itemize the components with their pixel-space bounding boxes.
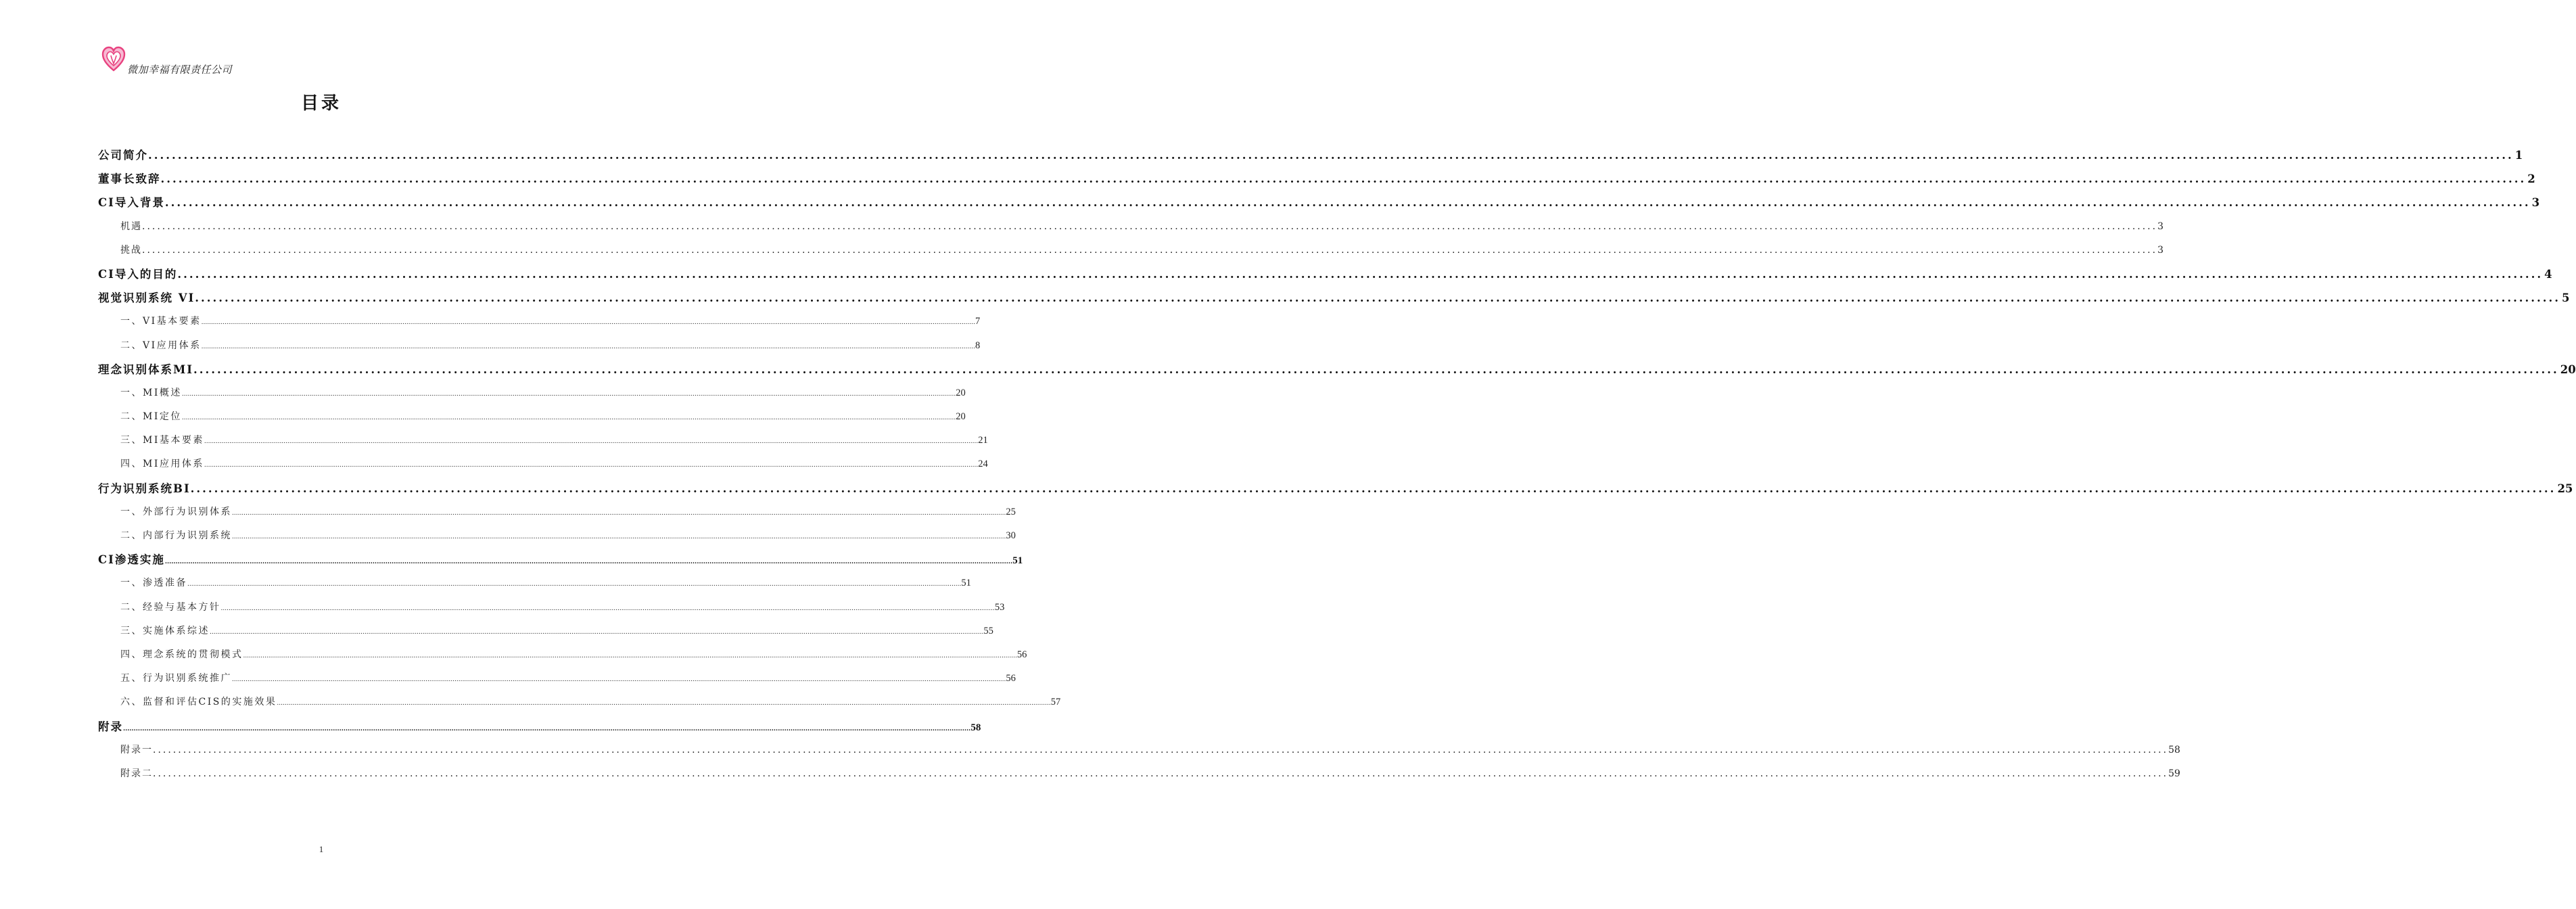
toc-entry-page: 56 bbox=[1006, 673, 1016, 684]
toc-entry-page: 51 bbox=[1012, 555, 1023, 567]
toc-entry[interactable] bbox=[98, 500, 1016, 524]
toc-dot-leader: ................................................................................................................................................................................................................................................................................................................................................................................................................ bbox=[181, 415, 956, 422]
toc-entry[interactable] bbox=[98, 215, 2163, 239]
toc-entry-page: 51 bbox=[961, 578, 971, 589]
toc-entry-label: 附录一 bbox=[120, 744, 153, 755]
toc-entry-label: 行为识别系统BI bbox=[98, 482, 191, 495]
toc-entry-page: 24 bbox=[978, 459, 988, 470]
toc-entry-page: 8 bbox=[975, 340, 981, 351]
company-name: 微加幸福有限责任公司 bbox=[127, 64, 233, 76]
toc-entry-page: 4 bbox=[2544, 267, 2552, 281]
toc-entry-page: 20 bbox=[2560, 363, 2576, 376]
toc-entry-label: CI渗透实施 bbox=[98, 553, 165, 567]
toc-entry-label: 一、VI基本要素 bbox=[120, 316, 202, 327]
toc-entry[interactable] bbox=[98, 739, 2180, 762]
toc-entry-label: 挑战 bbox=[120, 244, 142, 256]
toc-entry-page: 20 bbox=[956, 411, 966, 423]
toc-entry-page: 1 bbox=[2514, 149, 2523, 162]
toc-entry[interactable] bbox=[98, 620, 993, 643]
toc-entry[interactable] bbox=[98, 572, 971, 595]
toc-dot-leader: ................................................................................................................................................................................................................................................................................................................................................................................................................ bbox=[204, 438, 979, 446]
toc-entry-label: 董事长致辞 bbox=[98, 172, 161, 186]
toc-entry-page: 3 bbox=[2531, 196, 2540, 210]
toc-entry[interactable] bbox=[98, 524, 1016, 548]
toc-entry-label: 三、实施体系综述 bbox=[120, 625, 210, 636]
toc-entry[interactable] bbox=[98, 643, 1027, 667]
page-number: 1 bbox=[319, 844, 324, 854]
toc-entry[interactable] bbox=[98, 429, 988, 452]
toc-entry[interactable] bbox=[98, 310, 981, 333]
toc-entry-label: 附录二 bbox=[120, 768, 153, 779]
toc-entry-label: 二、内部行为识别系统 bbox=[120, 530, 232, 541]
toc-entry[interactable] bbox=[98, 143, 2523, 167]
toc-dot-leader: ................................................................................................................................................................................................................................................................................................................................................................................................................ bbox=[142, 220, 2158, 232]
toc-entry[interactable] bbox=[98, 691, 1061, 714]
toc-entry-page: 55 bbox=[983, 625, 993, 636]
toc-entry-page: 3 bbox=[2157, 244, 2163, 256]
table-of-contents bbox=[98, 143, 2576, 786]
toc-dot-leader: ................................................................................................................................................................................................................................................................................................................................................................................................................ bbox=[201, 319, 975, 327]
toc-entry-page: 5 bbox=[2562, 292, 2570, 305]
toc-entry[interactable] bbox=[98, 381, 966, 405]
toc-dot-leader: ................................................................................................................................................................................................................................................................................................................................................................................................................ bbox=[160, 172, 2527, 186]
toc-dot-leader: ................................................................................................................................................................................................................................................................................................................................................................................................................ bbox=[232, 534, 1006, 540]
toc-entry[interactable] bbox=[98, 762, 2180, 786]
toc-entry-label: 公司简介 bbox=[98, 149, 148, 162]
toc-dot-leader: ................................................................................................................................................................................................................................................................................................................................................................................................................ bbox=[195, 292, 2561, 305]
toc-entry-page: 58 bbox=[2168, 744, 2180, 755]
toc-entry[interactable] bbox=[98, 334, 981, 358]
toc-entry[interactable] bbox=[98, 405, 966, 429]
toc-entry[interactable] bbox=[98, 191, 2540, 214]
toc-entry-label: 四、MI应用体系 bbox=[120, 459, 204, 470]
toc-entry-label: CI导入背景 bbox=[98, 196, 165, 210]
toc-dot-leader: ................................................................................................................................................................................................................................................................................................................................................................................................................ bbox=[181, 390, 956, 398]
toc-dot-leader: ................................................................................................................................................................................................................................................................................................................................................................................................................ bbox=[232, 509, 1006, 517]
toc-dot-leader: ................................................................................................................................................................................................................................................................................................................................................................................................................ bbox=[193, 363, 2559, 376]
toc-entry[interactable] bbox=[98, 167, 2535, 191]
toc-entry-label: 视觉识别系统 VI bbox=[98, 292, 195, 305]
toc-entry-page: 21 bbox=[978, 435, 988, 446]
toc-entry-label: 六、监督和评估CIS的实施效果 bbox=[120, 697, 277, 708]
toc-dot-leader: ................................................................................................................................................................................................................................................................................................................................................................................................................ bbox=[277, 700, 1051, 707]
toc-dot-leader: ................................................................................................................................................................................................................................................................................................................................................................................................................ bbox=[123, 725, 971, 732]
toc-dot-leader: ................................................................................................................................................................................................................................................................................................................................................................................................................ bbox=[153, 768, 2169, 779]
toc-entry-page: 3 bbox=[2157, 220, 2163, 232]
toc-entry-label: 一、渗透准备 bbox=[120, 578, 187, 589]
toc-entry-label: 一、外部行为识别体系 bbox=[120, 506, 232, 517]
toc-dot-leader: ................................................................................................................................................................................................................................................................................................................................................................................................................ bbox=[153, 744, 2169, 755]
toc-dot-leader: ................................................................................................................................................................................................................................................................................................................................................................................................................ bbox=[210, 628, 984, 636]
toc-entry[interactable] bbox=[98, 358, 2576, 381]
toc-entry[interactable] bbox=[98, 262, 2552, 286]
toc-entry[interactable] bbox=[98, 596, 1005, 620]
toc-dot-leader: ................................................................................................................................................................................................................................................................................................................................................................................................................ bbox=[164, 559, 1013, 566]
toc-entry-page: 25 bbox=[1006, 506, 1016, 517]
toc-dot-leader: ................................................................................................................................................................................................................................................................................................................................................................................................................ bbox=[177, 267, 2544, 281]
toc-entry-label: 二、MI定位 bbox=[120, 411, 182, 423]
toc-entry-page: 7 bbox=[975, 316, 981, 327]
toc-dot-leader: ................................................................................................................................................................................................................................................................................................................................................................................................................ bbox=[187, 581, 962, 588]
page-title: 目录 bbox=[300, 93, 342, 114]
toc-dot-leader: ................................................................................................................................................................................................................................................................................................................................................................................................................ bbox=[220, 605, 995, 612]
toc-entry[interactable] bbox=[98, 548, 1023, 572]
heart-logo-icon bbox=[101, 46, 126, 73]
toc-entry[interactable] bbox=[98, 452, 988, 476]
toc-dot-leader: ................................................................................................................................................................................................................................................................................................................................................................................................................ bbox=[204, 462, 979, 469]
toc-entry-label: 一、MI概述 bbox=[120, 387, 182, 398]
toc-entry-label: 理念识别体系MI bbox=[98, 363, 193, 376]
toc-entry-label: 四、理念系统的贯彻模式 bbox=[120, 649, 243, 660]
toc-entry-label: 附录 bbox=[98, 720, 123, 733]
toc-entry-page: 2 bbox=[2527, 172, 2535, 186]
toc-entry-page: 57 bbox=[1050, 697, 1061, 708]
toc-entry-label: 三、MI基本要素 bbox=[120, 435, 204, 446]
toc-entry-page: 25 bbox=[2557, 482, 2573, 495]
toc-entry-label: 二、经验与基本方针 bbox=[120, 601, 221, 613]
toc-dot-leader: ................................................................................................................................................................................................................................................................................................................................................................................................................ bbox=[201, 343, 975, 350]
toc-entry[interactable] bbox=[98, 715, 981, 739]
toc-entry[interactable] bbox=[98, 477, 2573, 500]
toc-dot-leader: ................................................................................................................................................................................................................................................................................................................................................................................................................ bbox=[243, 652, 1017, 659]
toc-entry-label: CI导入的目的 bbox=[98, 267, 178, 281]
toc-entry-label: 机遇 bbox=[120, 220, 142, 232]
toc-entry-page: 30 bbox=[1006, 530, 1016, 541]
toc-dot-leader: ................................................................................................................................................................................................................................................................................................................................................................................................................ bbox=[164, 196, 2531, 210]
toc-dot-leader: ................................................................................................................................................................................................................................................................................................................................................................................................................ bbox=[190, 482, 2556, 495]
toc-entry-page: 53 bbox=[994, 601, 1005, 613]
toc-entry[interactable] bbox=[98, 286, 2570, 310]
toc-dot-leader: ................................................................................................................................................................................................................................................................................................................................................................................................................ bbox=[232, 676, 1006, 684]
toc-entry[interactable] bbox=[98, 239, 2163, 262]
toc-entry[interactable] bbox=[98, 667, 1016, 691]
toc-entry-label: 五、行为识别系统推广 bbox=[120, 673, 232, 684]
toc-entry-page: 20 bbox=[956, 387, 966, 398]
toc-dot-leader: ................................................................................................................................................................................................................................................................................................................................................................................................................ bbox=[142, 244, 2158, 256]
toc-entry-page: 56 bbox=[1016, 649, 1027, 660]
toc-dot-leader: ................................................................................................................................................................................................................................................................................................................................................................................................................ bbox=[148, 149, 2514, 162]
toc-entry-label: 二、VI应用体系 bbox=[120, 340, 202, 351]
toc-entry-page: 59 bbox=[2168, 768, 2180, 779]
toc-entry-page: 58 bbox=[970, 722, 981, 733]
